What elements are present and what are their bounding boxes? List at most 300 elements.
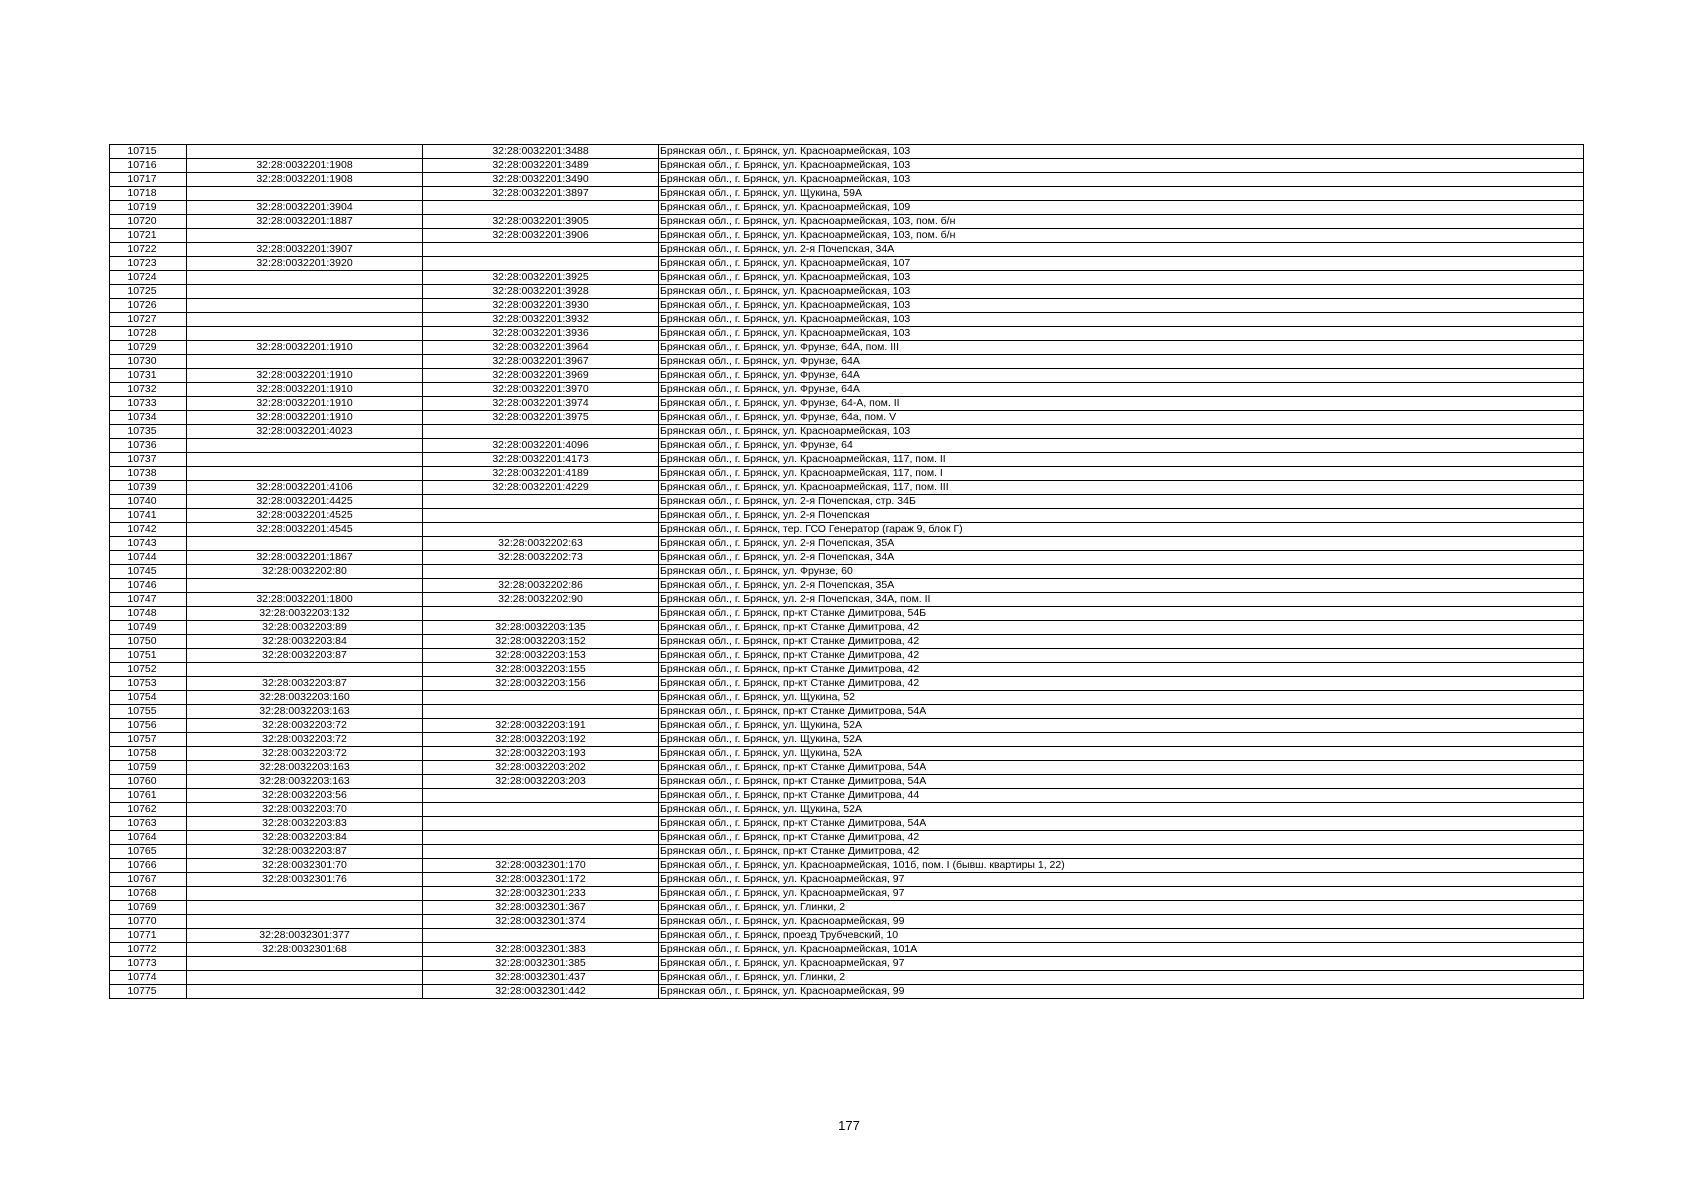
land-cadastral-number-cell: 32:28:0032203:160 bbox=[187, 691, 423, 705]
object-cadastral-number-cell: 32:28:0032201:3970 bbox=[423, 383, 659, 397]
object-cadastral-number-cell: 32:28:0032301:437 bbox=[423, 971, 659, 985]
row-number-cell: 10738 bbox=[110, 467, 187, 481]
row-number-cell: 10725 bbox=[110, 285, 187, 299]
table-row bbox=[110, 887, 1584, 901]
address-cell: Брянская обл., г. Брянск, ул. Красноармейская, 103, пом. б/н bbox=[659, 215, 1584, 229]
address-cell: Брянская обл., г. Брянск, ул. 2-я Почепская bbox=[659, 509, 1584, 523]
land-cadastral-number-cell bbox=[187, 313, 423, 327]
row-number-cell: 10773 bbox=[110, 957, 187, 971]
row-number-cell: 10772 bbox=[110, 943, 187, 957]
land-cadastral-number-cell: 32:28:0032203:89 bbox=[187, 621, 423, 635]
table-row bbox=[110, 509, 1584, 523]
land-cadastral-number-cell bbox=[187, 579, 423, 593]
address-cell: Брянская обл., г. Брянск, пр-кт Станке Димитрова, 54А bbox=[659, 817, 1584, 831]
land-cadastral-number-cell bbox=[187, 285, 423, 299]
land-cadastral-number-cell bbox=[187, 915, 423, 929]
object-cadastral-number-cell: 32:28:0032203:193 bbox=[423, 747, 659, 761]
object-cadastral-number-cell: 32:28:0032301:170 bbox=[423, 859, 659, 873]
address-cell: Брянская обл., г. Брянск, ул. Красноармейская, 103 bbox=[659, 313, 1584, 327]
row-number-cell: 10732 bbox=[110, 383, 187, 397]
row-number-cell: 10770 bbox=[110, 915, 187, 929]
land-cadastral-number-cell: 32:28:0032203:72 bbox=[187, 747, 423, 761]
table-row bbox=[110, 299, 1584, 313]
address-cell: Брянская обл., г. Брянск, ул. Красноармейская, 99 bbox=[659, 915, 1584, 929]
land-cadastral-number-cell: 32:28:0032201:4023 bbox=[187, 425, 423, 439]
object-cadastral-number-cell bbox=[423, 691, 659, 705]
row-number-cell: 10741 bbox=[110, 509, 187, 523]
object-cadastral-number-cell bbox=[423, 929, 659, 943]
address-cell: Брянская обл., г. Брянск, пр-кт Станке Димитрова, 42 bbox=[659, 635, 1584, 649]
object-cadastral-number-cell: 32:28:0032202:63 bbox=[423, 537, 659, 551]
address-cell: Брянская обл., г. Брянск, ул. Щукина, 52А bbox=[659, 719, 1584, 733]
row-number-cell: 10760 bbox=[110, 775, 187, 789]
land-cadastral-number-cell bbox=[187, 187, 423, 201]
object-cadastral-number-cell bbox=[423, 523, 659, 537]
row-number-cell: 10716 bbox=[110, 159, 187, 173]
row-number-cell: 10755 bbox=[110, 705, 187, 719]
land-cadastral-number-cell bbox=[187, 957, 423, 971]
land-cadastral-number-cell bbox=[187, 271, 423, 285]
address-cell: Брянская обл., г. Брянск, ул. Красноармейская, 97 bbox=[659, 957, 1584, 971]
land-cadastral-number-cell bbox=[187, 453, 423, 467]
object-cadastral-number-cell: 32:28:0032201:3905 bbox=[423, 215, 659, 229]
land-cadastral-number-cell: 32:28:0032203:87 bbox=[187, 845, 423, 859]
object-cadastral-number-cell: 32:28:0032203:192 bbox=[423, 733, 659, 747]
row-number-cell: 10715 bbox=[110, 145, 187, 159]
land-cadastral-number-cell bbox=[187, 901, 423, 915]
object-cadastral-number-cell: 32:28:0032201:4229 bbox=[423, 481, 659, 495]
address-cell: Брянская обл., г. Брянск, ул. Глинки, 2 bbox=[659, 971, 1584, 985]
land-cadastral-number-cell: 32:28:0032201:3907 bbox=[187, 243, 423, 257]
object-cadastral-number-cell: 32:28:0032201:3975 bbox=[423, 411, 659, 425]
address-cell: Брянская обл., г. Брянск, пр-кт Станке Димитрова, 42 bbox=[659, 663, 1584, 677]
table-row bbox=[110, 873, 1584, 887]
object-cadastral-number-cell: 32:28:0032301:367 bbox=[423, 901, 659, 915]
address-cell: Брянская обл., г. Брянск, ул. Красноармейская, 117, пом. I bbox=[659, 467, 1584, 481]
registry-table-body bbox=[110, 145, 1584, 999]
table-row bbox=[110, 817, 1584, 831]
object-cadastral-number-cell: 32:28:0032201:3489 bbox=[423, 159, 659, 173]
page-number: 177 bbox=[838, 1118, 860, 1133]
table-row bbox=[110, 649, 1584, 663]
table-row bbox=[110, 369, 1584, 383]
object-cadastral-number-cell: 32:28:0032301:172 bbox=[423, 873, 659, 887]
address-cell: Брянская обл., г. Брянск, ул. Красноармейская, 117, пом. III bbox=[659, 481, 1584, 495]
table-row bbox=[110, 537, 1584, 551]
address-cell: Брянская обл., г. Брянск, ул. Глинки, 2 bbox=[659, 901, 1584, 915]
table-row bbox=[110, 341, 1584, 355]
table-row bbox=[110, 313, 1584, 327]
row-number-cell: 10734 bbox=[110, 411, 187, 425]
address-cell: Брянская обл., г. Брянск, ул. Щукина, 52А bbox=[659, 803, 1584, 817]
land-cadastral-number-cell bbox=[187, 355, 423, 369]
table-row bbox=[110, 621, 1584, 635]
object-cadastral-number-cell: 32:28:0032201:3928 bbox=[423, 285, 659, 299]
table-row bbox=[110, 411, 1584, 425]
land-cadastral-number-cell: 32:28:0032201:3904 bbox=[187, 201, 423, 215]
address-cell: Брянская обл., г. Брянск, ул. Фрунзе, 64А bbox=[659, 383, 1584, 397]
object-cadastral-number-cell: 32:28:0032201:3906 bbox=[423, 229, 659, 243]
object-cadastral-number-cell: 32:28:0032203:191 bbox=[423, 719, 659, 733]
object-cadastral-number-cell: 32:28:0032301:374 bbox=[423, 915, 659, 929]
table-row bbox=[110, 159, 1584, 173]
address-cell: Брянская обл., г. Брянск, пр-кт Станке Димитрова, 42 bbox=[659, 621, 1584, 635]
land-cadastral-number-cell: 32:28:0032203:83 bbox=[187, 817, 423, 831]
row-number-cell: 10762 bbox=[110, 803, 187, 817]
row-number-cell: 10719 bbox=[110, 201, 187, 215]
table-row bbox=[110, 747, 1584, 761]
address-cell: Брянская обл., г. Брянск, ул. Фрунзе, 60 bbox=[659, 565, 1584, 579]
row-number-cell: 10751 bbox=[110, 649, 187, 663]
address-cell: Брянская обл., г. Брянск, ул. Фрунзе, 64-А, пом. II bbox=[659, 397, 1584, 411]
land-cadastral-number-cell: 32:28:0032203:72 bbox=[187, 733, 423, 747]
object-cadastral-number-cell: 32:28:0032201:3490 bbox=[423, 173, 659, 187]
table-row bbox=[110, 929, 1584, 943]
object-cadastral-number-cell bbox=[423, 257, 659, 271]
row-number-cell: 10752 bbox=[110, 663, 187, 677]
row-number-cell: 10774 bbox=[110, 971, 187, 985]
row-number-cell: 10746 bbox=[110, 579, 187, 593]
land-cadastral-number-cell bbox=[187, 537, 423, 551]
land-cadastral-number-cell: 32:28:0032201:1908 bbox=[187, 159, 423, 173]
object-cadastral-number-cell: 32:28:0032201:3932 bbox=[423, 313, 659, 327]
land-cadastral-number-cell: 32:28:0032201:1910 bbox=[187, 397, 423, 411]
row-number-cell: 10742 bbox=[110, 523, 187, 537]
land-cadastral-number-cell bbox=[187, 467, 423, 481]
row-number-cell: 10730 bbox=[110, 355, 187, 369]
row-number-cell: 10727 bbox=[110, 313, 187, 327]
table-row bbox=[110, 243, 1584, 257]
table-row bbox=[110, 173, 1584, 187]
object-cadastral-number-cell: 32:28:0032201:3974 bbox=[423, 397, 659, 411]
table-row bbox=[110, 229, 1584, 243]
address-cell: Брянская обл., г. Брянск, ул. 2-я Почепская, 34А bbox=[659, 243, 1584, 257]
land-cadastral-number-cell: 32:28:0032203:132 bbox=[187, 607, 423, 621]
object-cadastral-number-cell: 32:28:0032202:73 bbox=[423, 551, 659, 565]
table-row bbox=[110, 915, 1584, 929]
address-cell: Брянская обл., г. Брянск, пр-кт Станке Димитрова, 42 bbox=[659, 649, 1584, 663]
address-cell: Брянская обл., г. Брянск, ул. Красноармейская, 103 bbox=[659, 327, 1584, 341]
row-number-cell: 10740 bbox=[110, 495, 187, 509]
land-cadastral-number-cell: 32:28:0032203:163 bbox=[187, 761, 423, 775]
address-cell: Брянская обл., г. Брянск, ул. Щукина, 59А bbox=[659, 187, 1584, 201]
object-cadastral-number-cell: 32:28:0032203:203 bbox=[423, 775, 659, 789]
row-number-cell: 10763 bbox=[110, 817, 187, 831]
land-cadastral-number-cell: 32:28:0032203:56 bbox=[187, 789, 423, 803]
table-row bbox=[110, 719, 1584, 733]
address-cell: Брянская обл., г. Брянск, ул. 2-я Почепская, стр. 34Б bbox=[659, 495, 1584, 509]
row-number-cell: 10722 bbox=[110, 243, 187, 257]
land-cadastral-number-cell: 32:28:0032201:4545 bbox=[187, 523, 423, 537]
row-number-cell: 10745 bbox=[110, 565, 187, 579]
land-cadastral-number-cell bbox=[187, 299, 423, 313]
land-cadastral-number-cell bbox=[187, 145, 423, 159]
row-number-cell: 10765 bbox=[110, 845, 187, 859]
land-cadastral-number-cell: 32:28:0032201:1910 bbox=[187, 341, 423, 355]
land-cadastral-number-cell: 32:28:0032201:4425 bbox=[187, 495, 423, 509]
land-cadastral-number-cell bbox=[187, 887, 423, 901]
row-number-cell: 10726 bbox=[110, 299, 187, 313]
address-cell: Брянская обл., г. Брянск, пр-кт Станке Димитрова, 44 bbox=[659, 789, 1584, 803]
address-cell: Брянская обл., г. Брянск, ул. 2-я Почепская, 35А bbox=[659, 579, 1584, 593]
row-number-cell: 10771 bbox=[110, 929, 187, 943]
address-cell: Брянская обл., г. Брянск, ул. 2-я Почепская, 35А bbox=[659, 537, 1584, 551]
land-cadastral-number-cell: 32:28:0032201:1887 bbox=[187, 215, 423, 229]
address-cell: Брянская обл., г. Брянск, ул. Красноармейская, 103 bbox=[659, 271, 1584, 285]
row-number-cell: 10750 bbox=[110, 635, 187, 649]
table-row bbox=[110, 677, 1584, 691]
table-row bbox=[110, 957, 1584, 971]
address-cell: Брянская обл., г. Брянск, ул. Фрунзе, 64А, пом. III bbox=[659, 341, 1584, 355]
land-cadastral-number-cell bbox=[187, 439, 423, 453]
table-row bbox=[110, 145, 1584, 159]
table-row bbox=[110, 733, 1584, 747]
object-cadastral-number-cell bbox=[423, 789, 659, 803]
address-cell: Брянская обл., г. Брянск, пр-кт Станке Димитрова, 54А bbox=[659, 761, 1584, 775]
row-number-cell: 10743 bbox=[110, 537, 187, 551]
address-cell: Брянская обл., г. Брянск, пр-кт Станке Димитрова, 54А bbox=[659, 775, 1584, 789]
object-cadastral-number-cell bbox=[423, 607, 659, 621]
table-row bbox=[110, 257, 1584, 271]
table-row bbox=[110, 481, 1584, 495]
address-cell: Брянская обл., г. Брянск, ул. Красноармейская, 103 bbox=[659, 173, 1584, 187]
land-cadastral-number-cell bbox=[187, 971, 423, 985]
row-number-cell: 10724 bbox=[110, 271, 187, 285]
land-cadastral-number-cell bbox=[187, 985, 423, 999]
table-row bbox=[110, 761, 1584, 775]
object-cadastral-number-cell: 32:28:0032201:3897 bbox=[423, 187, 659, 201]
object-cadastral-number-cell bbox=[423, 565, 659, 579]
row-number-cell: 10747 bbox=[110, 593, 187, 607]
row-number-cell: 10764 bbox=[110, 831, 187, 845]
object-cadastral-number-cell: 32:28:0032202:90 bbox=[423, 593, 659, 607]
table-row bbox=[110, 691, 1584, 705]
row-number-cell: 10758 bbox=[110, 747, 187, 761]
table-row bbox=[110, 579, 1584, 593]
row-number-cell: 10718 bbox=[110, 187, 187, 201]
table-row bbox=[110, 775, 1584, 789]
land-cadastral-number-cell: 32:28:0032301:68 bbox=[187, 943, 423, 957]
address-cell: Брянская обл., г. Брянск, ул. Щукина, 52А bbox=[659, 733, 1584, 747]
land-cadastral-number-cell: 32:28:0032203:72 bbox=[187, 719, 423, 733]
table-row bbox=[110, 551, 1584, 565]
row-number-cell: 10731 bbox=[110, 369, 187, 383]
object-cadastral-number-cell bbox=[423, 201, 659, 215]
table-row bbox=[110, 607, 1584, 621]
row-number-cell: 10753 bbox=[110, 677, 187, 691]
table-row bbox=[110, 327, 1584, 341]
object-cadastral-number-cell: 32:28:0032203:202 bbox=[423, 761, 659, 775]
table-row bbox=[110, 467, 1584, 481]
address-cell: Брянская обл., г. Брянск, ул. Фрунзе, 64 bbox=[659, 439, 1584, 453]
row-number-cell: 10736 bbox=[110, 439, 187, 453]
object-cadastral-number-cell: 32:28:0032203:153 bbox=[423, 649, 659, 663]
table-row bbox=[110, 971, 1584, 985]
row-number-cell: 10767 bbox=[110, 873, 187, 887]
row-number-cell: 10769 bbox=[110, 901, 187, 915]
address-cell: Брянская обл., г. Брянск, пр-кт Станке Димитрова, 42 bbox=[659, 831, 1584, 845]
address-cell: Брянская обл., г. Брянск, ул. Красноармейская, 97 bbox=[659, 887, 1584, 901]
table-row bbox=[110, 439, 1584, 453]
address-cell: Брянская обл., г. Брянск, проезд Трубчевский, 10 bbox=[659, 929, 1584, 943]
table-row bbox=[110, 705, 1584, 719]
address-cell: Брянская обл., г. Брянск, ул. Фрунзе, 64А bbox=[659, 369, 1584, 383]
land-cadastral-number-cell: 32:28:0032202:80 bbox=[187, 565, 423, 579]
table-row bbox=[110, 271, 1584, 285]
address-cell: Брянская обл., г. Брянск, ул. Щукина, 52А bbox=[659, 747, 1584, 761]
object-cadastral-number-cell bbox=[423, 425, 659, 439]
object-cadastral-number-cell: 32:28:0032201:3936 bbox=[423, 327, 659, 341]
land-cadastral-number-cell: 32:28:0032201:1800 bbox=[187, 593, 423, 607]
row-number-cell: 10744 bbox=[110, 551, 187, 565]
table-row bbox=[110, 635, 1584, 649]
table-row bbox=[110, 201, 1584, 215]
object-cadastral-number-cell bbox=[423, 845, 659, 859]
object-cadastral-number-cell bbox=[423, 705, 659, 719]
registry-table bbox=[109, 144, 1584, 999]
address-cell: Брянская обл., г. Брянск, ул. Щукина, 52 bbox=[659, 691, 1584, 705]
object-cadastral-number-cell: 32:28:0032201:4096 bbox=[423, 439, 659, 453]
row-number-cell: 10749 bbox=[110, 621, 187, 635]
address-cell: Брянская обл., г. Брянск, ул. 2-я Почепская, 34А bbox=[659, 551, 1584, 565]
object-cadastral-number-cell: 32:28:0032301:385 bbox=[423, 957, 659, 971]
address-cell: Брянская обл., г. Брянск, ул. Красноармейская, 97 bbox=[659, 873, 1584, 887]
row-number-cell: 10721 bbox=[110, 229, 187, 243]
row-number-cell: 10733 bbox=[110, 397, 187, 411]
table-row bbox=[110, 565, 1584, 579]
row-number-cell: 10757 bbox=[110, 733, 187, 747]
address-cell: Брянская обл., г. Брянск, ул. Красноармейская, 103 bbox=[659, 145, 1584, 159]
address-cell: Брянская обл., г. Брянск, ул. Красноармейская, 103 bbox=[659, 159, 1584, 173]
row-number-cell: 10735 bbox=[110, 425, 187, 439]
table-row bbox=[110, 859, 1584, 873]
table-row bbox=[110, 397, 1584, 411]
address-cell: Брянская обл., г. Брянск, ул. Красноармейская, 103 bbox=[659, 299, 1584, 313]
land-cadastral-number-cell: 32:28:0032203:84 bbox=[187, 635, 423, 649]
land-cadastral-number-cell: 32:28:0032301:70 bbox=[187, 859, 423, 873]
object-cadastral-number-cell: 32:28:0032201:3964 bbox=[423, 341, 659, 355]
object-cadastral-number-cell: 32:28:0032203:135 bbox=[423, 621, 659, 635]
object-cadastral-number-cell: 32:28:0032201:4173 bbox=[423, 453, 659, 467]
table-row bbox=[110, 789, 1584, 803]
object-cadastral-number-cell bbox=[423, 243, 659, 257]
object-cadastral-number-cell bbox=[423, 495, 659, 509]
land-cadastral-number-cell bbox=[187, 663, 423, 677]
land-cadastral-number-cell: 32:28:0032201:3920 bbox=[187, 257, 423, 271]
land-cadastral-number-cell: 32:28:0032201:1910 bbox=[187, 383, 423, 397]
object-cadastral-number-cell: 32:28:0032202:86 bbox=[423, 579, 659, 593]
object-cadastral-number-cell: 32:28:0032201:4189 bbox=[423, 467, 659, 481]
table-row bbox=[110, 523, 1584, 537]
table-row bbox=[110, 803, 1584, 817]
row-number-cell: 10729 bbox=[110, 341, 187, 355]
table-row bbox=[110, 901, 1584, 915]
table-row bbox=[110, 845, 1584, 859]
land-cadastral-number-cell: 32:28:0032201:1910 bbox=[187, 369, 423, 383]
land-cadastral-number-cell: 32:28:0032201:1908 bbox=[187, 173, 423, 187]
object-cadastral-number-cell: 32:28:0032301:442 bbox=[423, 985, 659, 999]
address-cell: Брянская обл., г. Брянск, ул. Красноармейская, 109 bbox=[659, 201, 1584, 215]
address-cell: Брянская обл., г. Брянск, ул. Фрунзе, 64А bbox=[659, 355, 1584, 369]
object-cadastral-number-cell: 32:28:0032301:383 bbox=[423, 943, 659, 957]
address-cell: Брянская обл., г. Брянск, ул. Красноармейская, 101А bbox=[659, 943, 1584, 957]
land-cadastral-number-cell bbox=[187, 229, 423, 243]
address-cell: Брянская обл., г. Брянск, ул. 2-я Почепская, 34А, пом. II bbox=[659, 593, 1584, 607]
object-cadastral-number-cell bbox=[423, 817, 659, 831]
address-cell: Брянская обл., г. Брянск, тер. ГСО Генератор (гараж 9, блок Г) bbox=[659, 523, 1584, 537]
table-row bbox=[110, 943, 1584, 957]
table-row bbox=[110, 495, 1584, 509]
land-cadastral-number-cell: 32:28:0032203:70 bbox=[187, 803, 423, 817]
table-row bbox=[110, 285, 1584, 299]
table-row bbox=[110, 187, 1584, 201]
row-number-cell: 10739 bbox=[110, 481, 187, 495]
table-row bbox=[110, 831, 1584, 845]
land-cadastral-number-cell: 32:28:0032203:87 bbox=[187, 649, 423, 663]
address-cell: Брянская обл., г. Брянск, пр-кт Станке Димитрова, 42 bbox=[659, 845, 1584, 859]
table-row bbox=[110, 215, 1584, 229]
row-number-cell: 10754 bbox=[110, 691, 187, 705]
row-number-cell: 10766 bbox=[110, 859, 187, 873]
land-cadastral-number-cell: 32:28:0032301:76 bbox=[187, 873, 423, 887]
table-row bbox=[110, 453, 1584, 467]
address-cell: Брянская обл., г. Брянск, ул. Красноармейская, 107 bbox=[659, 257, 1584, 271]
row-number-cell: 10775 bbox=[110, 985, 187, 999]
land-cadastral-number-cell: 32:28:0032203:163 bbox=[187, 775, 423, 789]
object-cadastral-number-cell: 32:28:0032203:156 bbox=[423, 677, 659, 691]
object-cadastral-number-cell: 32:28:0032301:233 bbox=[423, 887, 659, 901]
address-cell: Брянская обл., г. Брянск, ул. Красноармейская, 103 bbox=[659, 425, 1584, 439]
table-row bbox=[110, 383, 1584, 397]
row-number-cell: 10759 bbox=[110, 761, 187, 775]
address-cell: Брянская обл., г. Брянск, ул. Красноармейская, 99 bbox=[659, 985, 1584, 999]
object-cadastral-number-cell bbox=[423, 831, 659, 845]
row-number-cell: 10761 bbox=[110, 789, 187, 803]
address-cell: Брянская обл., г. Брянск, ул. Красноармейская, 101б, пом. I (бывш. квартиры 1, 22) bbox=[659, 859, 1584, 873]
row-number-cell: 10717 bbox=[110, 173, 187, 187]
land-cadastral-number-cell: 32:28:0032201:1910 bbox=[187, 411, 423, 425]
land-cadastral-number-cell: 32:28:0032201:4106 bbox=[187, 481, 423, 495]
object-cadastral-number-cell: 32:28:0032201:3967 bbox=[423, 355, 659, 369]
table-row bbox=[110, 355, 1584, 369]
land-cadastral-number-cell: 32:28:0032203:84 bbox=[187, 831, 423, 845]
address-cell: Брянская обл., г. Брянск, ул. Красноармейская, 103 bbox=[659, 285, 1584, 299]
row-number-cell: 10728 bbox=[110, 327, 187, 341]
row-number-cell: 10737 bbox=[110, 453, 187, 467]
row-number-cell: 10720 bbox=[110, 215, 187, 229]
address-cell: Брянская обл., г. Брянск, пр-кт Станке Димитрова, 42 bbox=[659, 677, 1584, 691]
address-cell: Брянская обл., г. Брянск, пр-кт Станке Димитрова, 54А bbox=[659, 705, 1584, 719]
row-number-cell: 10723 bbox=[110, 257, 187, 271]
object-cadastral-number-cell bbox=[423, 509, 659, 523]
row-number-cell: 10756 bbox=[110, 719, 187, 733]
object-cadastral-number-cell bbox=[423, 803, 659, 817]
object-cadastral-number-cell: 32:28:0032201:3488 bbox=[423, 145, 659, 159]
object-cadastral-number-cell: 32:28:0032201:3925 bbox=[423, 271, 659, 285]
land-cadastral-number-cell bbox=[187, 327, 423, 341]
land-cadastral-number-cell: 32:28:0032201:1867 bbox=[187, 551, 423, 565]
table-row bbox=[110, 593, 1584, 607]
row-number-cell: 10768 bbox=[110, 887, 187, 901]
address-cell: Брянская обл., г. Брянск, пр-кт Станке Димитрова, 54Б bbox=[659, 607, 1584, 621]
object-cadastral-number-cell: 32:28:0032203:152 bbox=[423, 635, 659, 649]
address-cell: Брянская обл., г. Брянск, ул. Красноармейская, 117, пом. II bbox=[659, 453, 1584, 467]
object-cadastral-number-cell: 32:28:0032203:155 bbox=[423, 663, 659, 677]
land-cadastral-number-cell: 32:28:0032203:163 bbox=[187, 705, 423, 719]
land-cadastral-number-cell: 32:28:0032201:4525 bbox=[187, 509, 423, 523]
address-cell: Брянская обл., г. Брянск, ул. Фрунзе, 64а, пом. V bbox=[659, 411, 1584, 425]
land-cadastral-number-cell: 32:28:0032203:87 bbox=[187, 677, 423, 691]
